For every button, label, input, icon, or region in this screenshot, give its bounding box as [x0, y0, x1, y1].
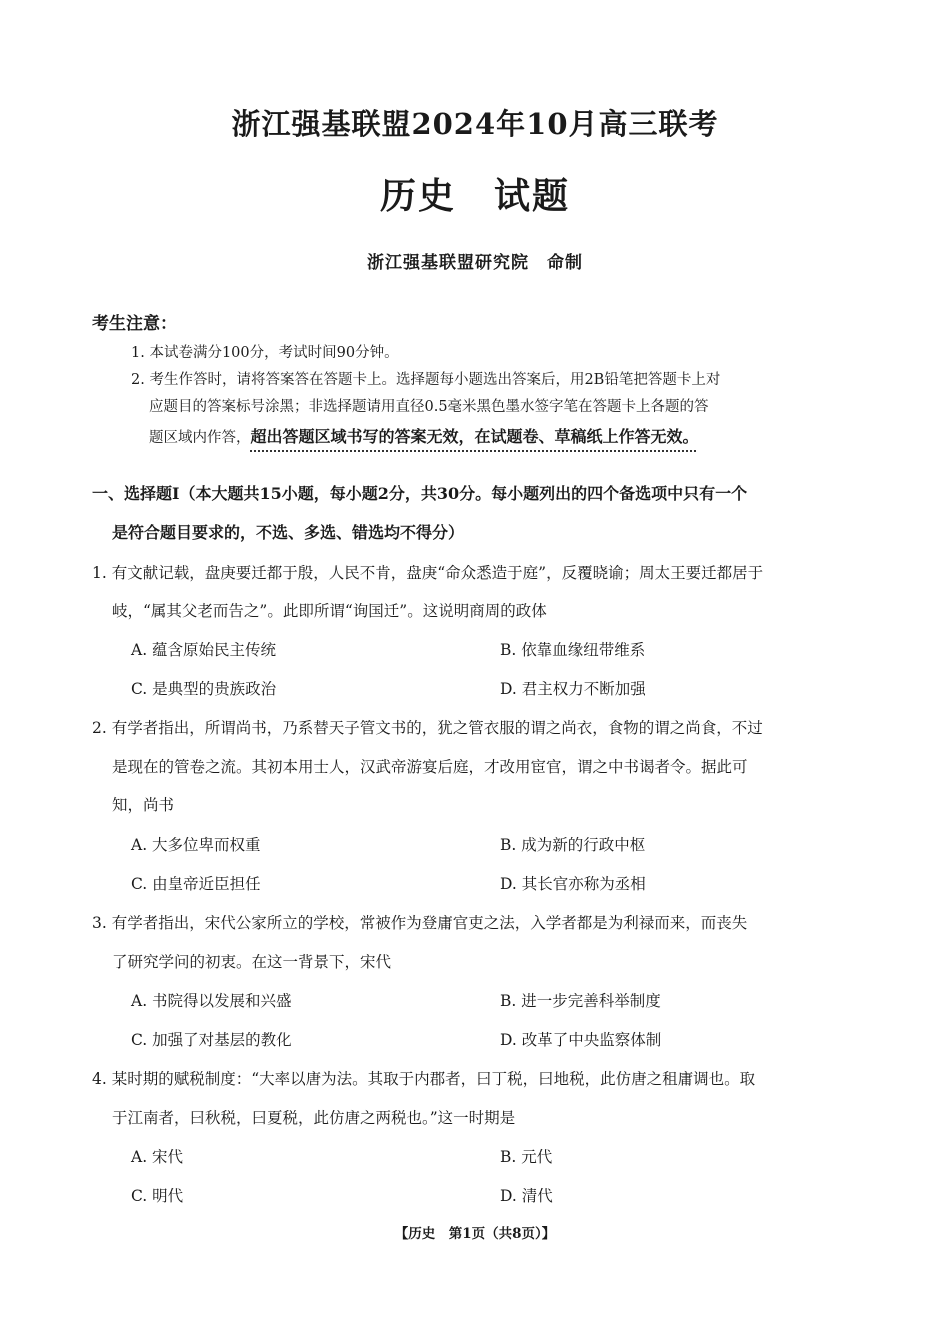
notice-item-2-line-3	[149, 423, 849, 452]
section-heading-line-2: 是符合题目要求的，不选、多选、错选均不得分）	[112, 523, 465, 542]
question-4-line-2: 于江南者，曰秋税，曰夏税，此仿唐之两税也。”这一时期是	[112, 1109, 516, 1127]
question-4-line-1: 4. 某时期的赋税制度：“大率以唐为法。其取于内郡者，曰丁税，曰地税，此仿唐之租庸调也。取	[92, 1070, 756, 1088]
question-3-option-c: C. 加强了对基层的教化	[131, 1031, 292, 1049]
section-heading-line-1: 一、选择题Ⅰ（本大题共15小题，每小题2分，共30分。每小题列出的四个备选项中只有一个	[92, 484, 748, 503]
question-1-option-d: D. 君主权力不断加强	[500, 680, 646, 698]
question-4-option-c: C. 明代	[131, 1187, 184, 1205]
notice-item-2-line-3-prefix: 题区域内作答，	[149, 430, 251, 446]
notice-item-2-line-2: 应题目的答案标号涂黑；非选择题请用直径0.5毫米黑色墨水签字笔在答题卡上各题的答	[149, 399, 709, 415]
question-3-option-b: B. 进一步完善科举制度	[500, 992, 661, 1010]
page-footer: 【历史 第1页（共8页）】	[394, 1226, 556, 1242]
question-2-option-c: C. 由皇帝近臣担任	[131, 875, 261, 893]
question-1-option-b: B. 依靠血缘纽带维系	[500, 641, 646, 659]
question-2-option-a: A. 大多位卑而权重	[131, 836, 261, 854]
question-3-line-2: 了研究学问的初衷。在这一背景下，宋代	[112, 953, 392, 971]
subject-title: 历史 试题	[379, 175, 570, 217]
question-3-option-d: D. 改革了中央监察体制	[500, 1031, 662, 1049]
question-4-option-a: A. 宋代	[131, 1148, 184, 1166]
question-2-option-d: D. 其长官亦称为丞相	[500, 875, 646, 893]
notice-item-2-line-1: 2. 考生作答时，请将答案答在答题卡上。选择题每小题选出答案后，用2B铅笔把答题卡上对	[131, 372, 721, 388]
notice-title: 考生注意：	[92, 314, 177, 334]
notice-item-1: 1. 本试卷满分100分，考试时间90分钟。	[131, 345, 399, 361]
notice-emphasis: 超出答题区域书写的答案无效，在试题卷、草稿纸上作答无效。	[250, 427, 699, 446]
question-2-line-2: 是现在的管卷之流。其初本用士人，汉武帝游宴后庭，才改用宦官，谓之中书谒者令。据此可	[112, 758, 748, 776]
question-4-option-b: B. 元代	[500, 1148, 553, 1166]
question-2-line-3: 知，尚书	[112, 796, 175, 814]
question-1-line-1: 1. 有文献记载，盘庚要迁都于殷，人民不肯，盘庚“命众悉造于庭”，反覆晓谕；周太王要迁都居于	[92, 564, 764, 582]
question-3-line-1: 3. 有学者指出，宋代公家所立的学校，常被作为登庸官吏之法，入学者都是为利禄而来，而丧失	[92, 914, 748, 932]
question-2-line-1: 2. 有学者指出，所谓尚书，乃系替天子管文书的，犹之管衣服的谓之尚衣，食物的谓之尚食，不过	[92, 719, 763, 737]
question-1-option-a: A. 蕴含原始民主传统	[131, 641, 277, 659]
question-4-option-d: D. 清代	[500, 1187, 553, 1205]
question-1-option-c: C. 是典型的贵族政治	[131, 680, 277, 698]
exam-title: 浙江强基联盟2024年10月高三联考	[231, 107, 719, 141]
question-1-line-2: 岐，“属其父老而告之”。此即所谓“询国迁”。这说明商周的政体	[112, 602, 547, 620]
publisher-line: 浙江强基联盟研究院 命制	[367, 253, 583, 273]
question-3-option-a: A. 书院得以发展和兴盛	[131, 992, 292, 1010]
question-2-option-b: B. 成为新的行政中枢	[500, 836, 646, 854]
